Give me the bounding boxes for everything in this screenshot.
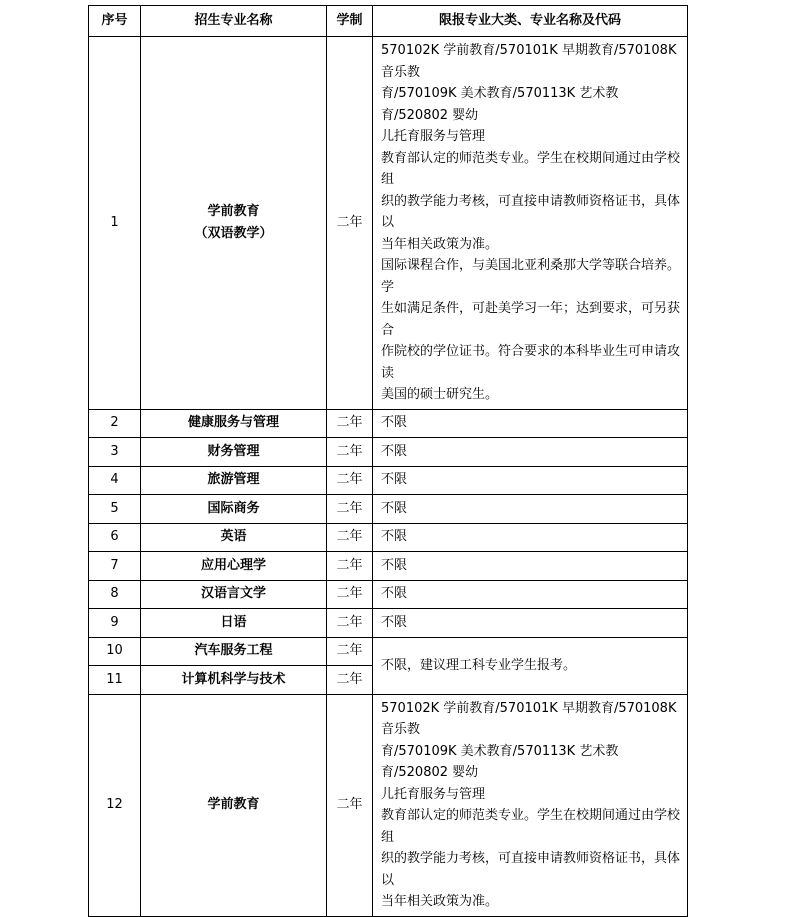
header-restriction: 限报专业大类、专业名称及代码 [373,6,688,37]
row-restriction: 不限 [373,609,688,638]
row-major-name: 计算机科学与技术 [141,666,327,695]
header-major-name: 招生专业名称 [141,6,327,37]
row-duration: 二年 [327,580,373,609]
restriction-line: 当年相关政策为准。 [381,894,499,909]
row-major-name: 学前教育 [141,694,327,916]
table-row [89,523,688,552]
row-major-name: 健康服务与管理 [141,409,327,438]
restriction-line: 美国的硕士研究生。 [381,387,499,402]
row-duration: 二年 [327,552,373,581]
table-row [89,37,688,410]
row-seq: 11 [89,666,141,695]
admission-majors-table [88,5,688,917]
row-seq: 7 [89,552,141,581]
row-seq: 3 [89,438,141,467]
header-duration: 学制 [327,6,373,37]
table-row [89,552,688,581]
restriction-line: 作院校的学位证书。符合要求的本科毕业生可申请攻读 [381,344,681,381]
row-seq: 2 [89,409,141,438]
merged-restriction: 不限，建议理工科专业学生报考。 [373,637,688,694]
row-restriction: 不限 [373,495,688,524]
restriction-line: 儿托育服务与管理 [381,786,486,802]
row-duration: 二年 [327,637,373,666]
table-row [89,694,688,916]
major-name-sub: （双语教学） [194,225,273,241]
major-name-main: 学前教育 [207,203,260,219]
restriction-line: 织的教学能力考核，可直接申请教师资格证书，具体以 [381,851,681,888]
row-seq: 8 [89,580,141,609]
row-major-name: 财务管理 [141,438,327,467]
row-seq: 1 [89,37,141,410]
table-row [89,580,688,609]
row-restriction: 不限 [373,552,688,581]
row-seq: 10 [89,637,141,666]
row-restriction: 不限 [373,466,688,495]
row-restriction: 不限 [373,409,688,438]
row-seq: 12 [89,694,141,916]
restriction-line: 国际课程合作，与美国北亚利桑那大学等联合培养。学 [381,258,681,295]
row-duration: 二年 [327,523,373,552]
row-restriction [373,37,688,410]
row-major-name [141,37,327,410]
row-seq: 9 [89,609,141,638]
row-duration: 二年 [327,409,373,438]
row-seq: 6 [89,523,141,552]
restriction-line: 育/570109K 美术教育/570113K 艺术教育/520802 婴幼 [381,86,619,123]
row-major-name: 日语 [141,609,327,638]
table-row [89,438,688,467]
restriction-line: 570102K 学前教育/570101K 早期教育/570108K 音乐教 [381,43,677,80]
restriction-line: 生如满足条件，可赴美学习一年；达到要求，可另获合 [381,301,681,338]
row-restriction: 不限 [373,438,688,467]
row-duration: 二年 [327,37,373,410]
row-major-name: 旅游管理 [141,466,327,495]
row-duration: 二年 [327,438,373,467]
row-major-name: 汽车服务工程 [141,637,327,666]
table-row [89,637,688,666]
row-duration: 二年 [327,694,373,916]
row-restriction [373,694,688,916]
row-restriction: 不限 [373,580,688,609]
row-duration: 二年 [327,495,373,524]
table-row [89,495,688,524]
restriction-line: 织的教学能力考核，可直接申请教师资格证书，具体以 [381,193,681,230]
row-major-name: 国际商务 [141,495,327,524]
table-row [89,609,688,638]
row-major-name: 英语 [141,523,327,552]
row-duration: 二年 [327,666,373,695]
restriction-line: 570102K 学前教育/570101K 早期教育/570108K 音乐教 [381,700,677,737]
restriction-line: 儿托育服务与管理 [381,129,486,144]
table-header-row [89,6,688,37]
restriction-line: 育/570109K 美术教育/570113K 艺术教育/520802 婴幼 [381,743,619,780]
restriction-line: 教育部认定的师范类专业。学生在校期间通过由学校组 [381,808,681,845]
row-seq: 4 [89,466,141,495]
restriction-line: 当年相关政策为准。 [381,236,499,252]
header-seq: 序号 [89,6,141,37]
row-duration: 二年 [327,466,373,495]
row-duration: 二年 [327,609,373,638]
table-row [89,409,688,438]
row-restriction: 不限 [373,523,688,552]
table-row [89,466,688,495]
restriction-line: 教育部认定的师范类专业。学生在校期间通过由学校组 [381,150,681,187]
row-major-name: 应用心理学 [141,552,327,581]
row-seq: 5 [89,495,141,524]
row-major-name: 汉语言文学 [141,580,327,609]
